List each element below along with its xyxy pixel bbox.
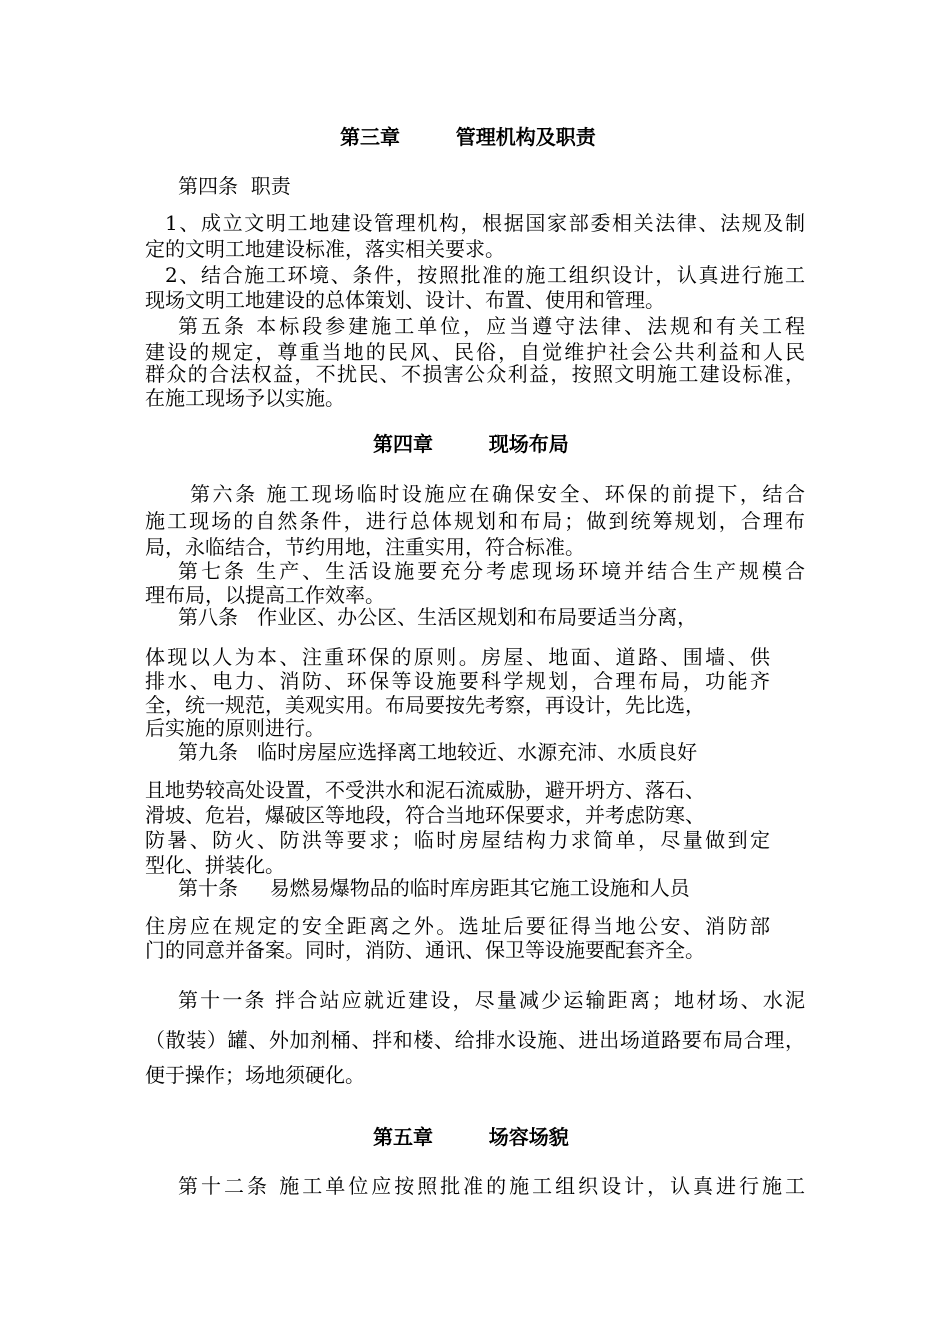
article-10-line-1: 第十条 易燃易爆物品的临时库房距其它施工设施和人员 [178, 876, 690, 900]
article-4-item-1-line-2: 定的文明工地建设标准，落实相关要求。 [145, 237, 505, 261]
article-5-line-2: 建设的规定，尊重当地的民风、民俗，自觉维护社会公共利益和人民 [145, 340, 805, 364]
article-4-item-2-line-1: 2、结合施工环境、条件，按照批准的施工组织设计，认真进行施工 [165, 263, 805, 287]
article-7-line-2: 理布局，以提高工作效率。 [145, 583, 385, 607]
article-4-title: 第四条 职责 [178, 174, 291, 198]
article-4-item-1-line-1: 1、成立文明工地建设管理机构，根据国家部委相关法律、法规及制 [165, 211, 805, 235]
article-9-line-1: 第九条 临时房屋应选择离工地较近、水源充沛、水质良好 [178, 740, 698, 764]
article-11-line-3: 便于操作；场地须硬化。 [145, 1063, 365, 1087]
chapter-5-heading: 第五章 场容场貌 [373, 1125, 569, 1149]
article-11-line-2: （散装）罐、外加剂桶、拌和楼、给排水设施、进出场道路要布局合理， [145, 1028, 805, 1052]
article-8-line-3: 排水、电力、消防、环保等设施要科学规划，合理布局，功能齐 [145, 669, 770, 693]
article-5-line-1: 第五条 本标段参建施工单位，应当遵守法律、法规和有关工程 [178, 314, 805, 338]
chapter-4-heading: 第四章 现场布局 [373, 432, 569, 456]
article-5-line-4: 在施工现场予以实施。 [145, 386, 345, 410]
article-9-line-5: 型化、拼装化。 [145, 853, 285, 877]
article-6-line-2: 施工现场的自然条件，进行总体规划和布局；做到统筹规划，合理布 [145, 509, 805, 533]
article-10-line-2: 住房应在规定的安全距离之外。选址后要征得当地公安、消防部 [145, 914, 770, 938]
article-10-line-3: 门的同意并备案。同时，消防、通讯、保卫等设施要配套齐全。 [145, 938, 705, 962]
article-8-line-4: 全，统一规范，美观实用。布局要按先考察，再设计，先比选， [145, 693, 705, 717]
article-6-line-3: 局，永临结合，节约用地，注重实用，符合标准。 [145, 535, 585, 559]
article-7-line-1: 第七条 生产、生活设施要充分考虑现场环境并结合生产规模合 [178, 559, 805, 583]
article-9-line-4: 防暑、防火、防洪等要求；临时房屋结构力求简单，尽量做到定 [145, 828, 770, 852]
article-6-line-1: 第六条 施工现场临时设施应在确保安全、环保的前提下，结合 [190, 482, 805, 506]
article-8-line-1: 第八条 作业区、办公区、生活区规划和布局要适当分离， [178, 605, 698, 629]
article-12-line-1: 第十二条 施工单位应按照批准的施工组织设计，认真进行施工 [178, 1174, 805, 1198]
article-9-line-2: 且地势较高处设置，不受洪水和泥石流威胁，避开坍方、落石、 [145, 778, 705, 802]
article-11-line-1: 第十一条 拌合站应就近建设，尽量减少运输距离；地材场、水泥 [178, 988, 805, 1012]
article-9-line-3: 滑坡、危岩，爆破区等地段，符合当地环保要求，并考虑防寒、 [145, 803, 705, 827]
article-4-item-2-line-2: 现场文明工地建设的总体策划、设计、布置、使用和管理。 [145, 288, 665, 312]
chapter-3-heading: 第三章 管理机构及职责 [340, 125, 596, 149]
article-8-line-5: 后实施的原则进行。 [145, 716, 325, 740]
article-5-line-3: 群众的合法权益，不扰民、不损害公众利益，按照文明施工建设标准， [145, 362, 805, 386]
article-8-line-2: 体现以人为本、注重环保的原则。房屋、地面、道路、围墙、供 [145, 645, 770, 669]
